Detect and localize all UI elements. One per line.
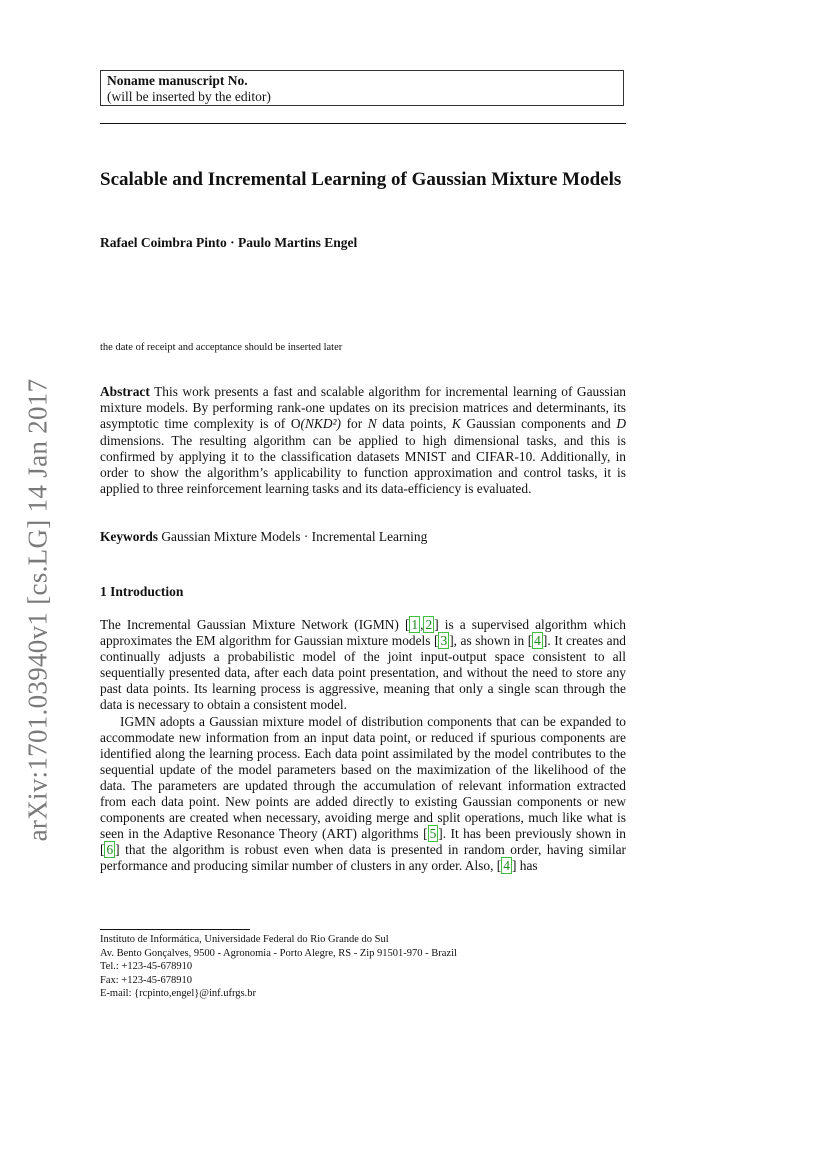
editor-box (100, 70, 624, 106)
section-heading-introduction: 1 Introduction (100, 584, 184, 599)
affiliation-footnote (100, 933, 626, 1001)
citation-link[interactable]: 4 (534, 633, 541, 649)
paper-title: Scalable and Incremental Learning of Gaussian Mixture Models (100, 169, 622, 190)
receipt-date-note: the date of receipt and acceptance should be inserted later (100, 342, 343, 353)
complexity-expression: (NKD²) (300, 416, 341, 432)
fax-line: Fax: +123-45-678910 (100, 974, 192, 986)
intro-paragraph-1: The Incremental Gaussian Mixture Network (IGMN) [ 1 , 2 ] is a supervised algorithm which approximates the EM algorithm for Gaussian mixture models [ 3 ], as shown in [ 4 ]. It creates and continually adjusts a probabilistic model of the joint input-output space consistent to all sequentially presented data, after each data point presentation, and without the need to store any past data points. Its learning process is aggressive, meaning that only a single scan through the data is necessary to obtain a consistent model. (100, 617, 626, 713)
abstract-label: Abstract (100, 384, 150, 399)
arxiv-identifier: arXiv:1701.03940v1 [cs.LG] 14 Jan 2017 (22, 378, 53, 842)
address-line: Av. Bento Gonçalves, 9500 - Agronomia - Porto Alegre, RS - Zip 91501-970 - Brazil (100, 947, 457, 959)
footnote-rule (100, 929, 250, 930)
editor-note: (will be inserted by the editor) (107, 89, 271, 104)
citation-link[interactable]: 2 (425, 617, 433, 632)
keywords-text: Gaussian Mixture Models · Incremental Learning (161, 529, 428, 544)
intro-paragraph-2: IGMN adopts a Gaussian mixture model of distribution components that can be expanded to accommodate new information from an input data point, or reduced if spurious components are identified along the learning process. Each data point assimilated by the model contributes to the sequential update of the model parameters based on the maximization of the likelihood of the data. The parameters are updated through the accumulation of relevant information extracted from each data point. New points are added directly to existing Gaussian components or new components are created when necessary, avoiding merge and split operations, much like what is seen in the Adaptive Resonance Theory (ART) algorithms [ 5 ]. It has been previously shown in [ 6 ] that the algorithm is robust even when data is presented in random order, having similar performance and producing similar number of clusters in any order. Also, [ 4 ] has (100, 713, 627, 874)
var-k: K (451, 416, 461, 432)
email-line: E-mail: {rcpinto,engel}@inf.ufrgs.br (100, 988, 257, 1000)
citation-link[interactable]: 5 (429, 826, 437, 842)
var-d: D (616, 416, 626, 432)
manuscript-number: Noname manuscript No. (107, 73, 248, 88)
keywords-label: Keywords (100, 529, 159, 544)
var-n: N (367, 416, 377, 432)
citation-link[interactable]: 4 (503, 858, 510, 874)
author-list: Rafael Coimbra Pinto · Paulo Martins Engel (100, 235, 358, 250)
phone-line: Tel.: +123-45-678910 (100, 961, 193, 973)
citation-link[interactable]: 1 (411, 617, 419, 632)
header-rule (100, 123, 626, 124)
affiliation-line: Instituto de Informática, Universidade Federal do Rio Grande do Sul (100, 934, 389, 945)
introduction-body (100, 617, 626, 875)
abstract: Abstract This work presents a fast and scalable algorithm for incremental learning of Gaussian mixture models. By performing rank-one updates on its precision matrices and determinants, its asymptotic time complexity is of O(NKD²) for N data points, K Gaussian components and D dimensions. The resulting algorithm can be applied to high dimensional tasks, and this is confirmed by applying it to the classification datasets MNIST and CIFAR-10. Additionally, in order to show the algorithm’s applicability to function approximation and control tasks, it is applied to three reinforcement learning tasks and its data-efficiency is evaluated. (100, 384, 627, 497)
citation-link[interactable]: 3 (440, 633, 448, 649)
arxiv-sidebar (14, 370, 62, 850)
abstract-text-1: This work presents a fast and scalable algorithm for incremental learning of Gaussian mixture models. By performing rank-one updates on its precision matrices and determinants, its asymptotic time complexity is of O (100, 384, 627, 432)
keywords (100, 529, 427, 545)
citation-link[interactable]: 6 (106, 842, 114, 858)
